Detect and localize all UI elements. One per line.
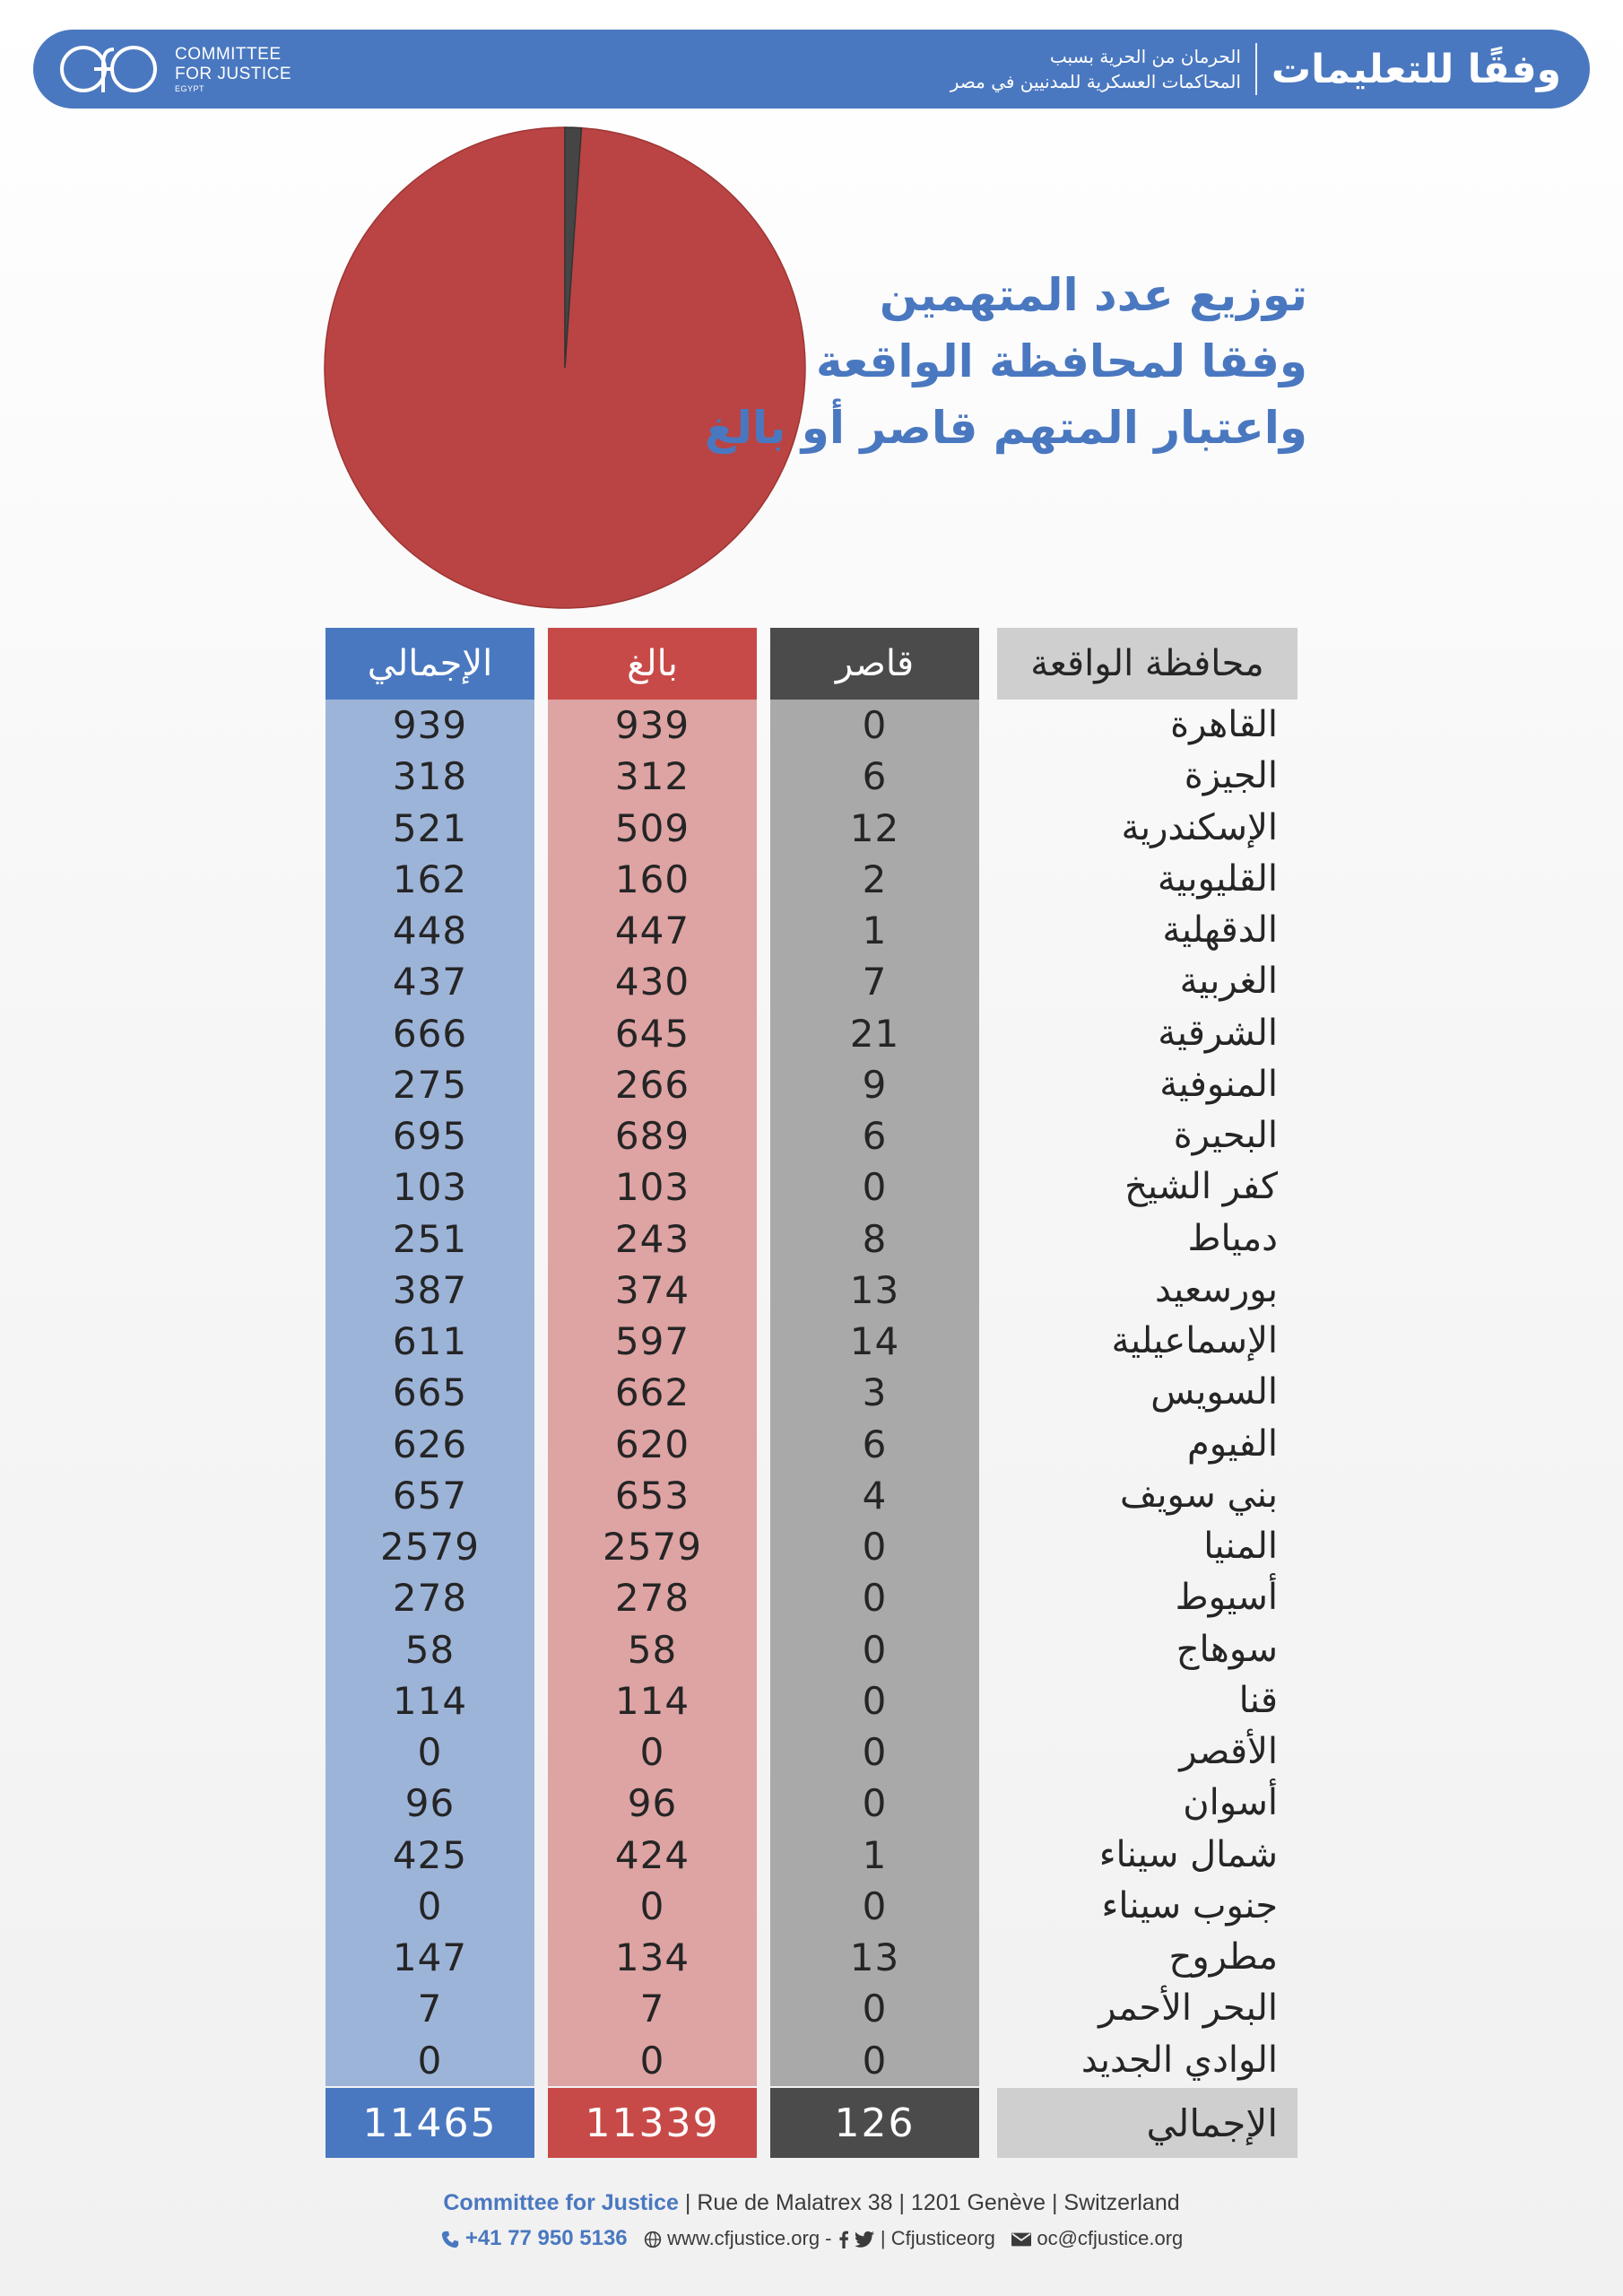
adult-cell: 266 [614,1062,690,1107]
total-cell: 96 [404,1781,456,1826]
adult-column [548,628,757,2158]
governorate-cell: شمال سيناء [1098,1833,1278,1875]
governorate-column-cells [997,700,1298,2086]
adult-cell: 58 [627,1627,678,1672]
logo-text [175,45,291,93]
governorate-cell: الإسماعيلية [1111,1320,1278,1361]
governorate-cell: جنوب سيناء [1101,1884,1278,1926]
governorate-cell: كفر الشيخ [1124,1166,1278,1208]
adult-cell: 2579 [603,1525,702,1569]
minor-cell: 13 [849,1935,900,1979]
governorate-cell: الشرقية [1158,1012,1278,1054]
governorate-cell: القليوبية [1157,857,1278,900]
adult-cell: 939 [614,703,690,747]
total-cell: 162 [392,857,468,901]
minor-cell: 0 [862,2038,888,2083]
total-cell: 448 [392,909,468,952]
minor-cell: 6 [862,754,888,799]
governorate-cell: الإسكندرية [1121,806,1278,848]
total-cell: 114 [392,1678,468,1723]
logo-line-3: EGYPT [175,84,205,93]
header-separator [1255,43,1257,95]
logo [58,42,291,96]
total-column [325,628,534,2158]
chart-title-line-2: وفقا لمحافظة الواقعة [816,335,1307,387]
minor-cell: 3 [862,1370,888,1415]
minor-cell: 21 [849,1011,900,1056]
total-cell: 275 [392,1062,468,1107]
minor-cell: 4 [862,1473,888,1518]
minor-cell: 14 [849,1319,900,1363]
adult-cell: 374 [614,1267,690,1312]
governorate-cell: بني سويف [1120,1474,1278,1516]
total-column-sum: 11465 [325,2088,534,2158]
total-cell: 0 [417,2038,443,2083]
governorate-total-label: الإجمالي [997,2088,1298,2158]
minor-cell: 0 [862,1627,888,1672]
governorate-cell: الجيزة [1184,755,1278,797]
adult-cell: 7 [639,1987,665,2031]
adult-column-cells [548,700,757,2086]
adult-cell: 114 [614,1678,690,1723]
adult-cell: 0 [639,2038,665,2083]
chart-title [705,262,1307,461]
governorate-column [997,628,1298,2158]
globe-icon [644,2231,662,2248]
phone-icon [440,2230,460,2249]
governorate-cell: الدقهلية [1162,909,1278,951]
mail-icon [1011,2232,1031,2247]
total-cell: 147 [392,1935,468,1979]
adult-cell: 597 [614,1319,690,1363]
facebook-icon[interactable] [838,2231,850,2248]
footer-address: | Rue de Malatrex 38 | 1201 Genève | Switzerland [684,2190,1180,2215]
footer-line-1 [0,2187,1623,2219]
adult-cell: 509 [614,805,690,850]
adult-cell: 160 [614,857,690,901]
governorate-cell: دمياط [1187,1217,1278,1259]
footer-social-handle[interactable]: | Cfjusticeorg [880,2227,995,2249]
header-titles [950,43,1561,95]
chart-title-line-3: واعتبار المتهم قاصر أو بالغ [704,402,1307,454]
total-cell: 665 [392,1370,468,1415]
adult-cell: 0 [639,1883,665,1928]
total-cell: 0 [417,1730,443,1774]
adult-cell: 0 [639,1730,665,1774]
header-subtitle-line-2: المحاكمات العسكرية للمدنيين في مصر [950,71,1241,92]
header-subtitle [950,44,1241,94]
adult-cell: 645 [614,1011,690,1056]
header-title: وفقًا للتعليمات [1271,46,1561,92]
minor-cell: 6 [862,1114,888,1158]
cfj-logo-icon [58,42,162,96]
governorate-cell: مطروح [1168,1936,1278,1978]
governorate-cell: الغربية [1179,961,1278,1003]
minor-cell: 2 [862,857,888,901]
governorate-cell: بورسعيد [1155,1268,1278,1310]
total-column-cells [325,700,534,2086]
governorate-cell: الأقصر [1179,1731,1278,1772]
footer-website[interactable]: www.cfjustice.org - [667,2227,832,2249]
logo-line-2: FOR JUSTICE [175,65,292,83]
footer [0,2187,1623,2255]
minor-cell: 6 [862,1422,888,1466]
adult-cell: 243 [614,1216,690,1261]
minor-cell: 0 [862,1883,888,1928]
governorate-cell: أسيوط [1175,1577,1278,1619]
governorate-cell: أسوان [1183,1782,1278,1824]
minor-column-header: قاصر [770,628,979,700]
header-subtitle-line-1: الحرمان من الحرية بسبب [1049,46,1241,67]
total-cell: 437 [392,960,468,1004]
total-cell: 425 [392,1832,468,1877]
total-cell: 58 [404,1627,456,1672]
total-cell: 251 [392,1216,468,1261]
minor-cell: 7 [862,960,888,1004]
minor-cell: 0 [862,1525,888,1569]
total-cell: 939 [392,703,468,747]
total-column-header: الإجمالي [325,628,534,700]
total-cell: 318 [392,754,468,799]
total-cell: 7 [417,1987,443,2031]
minor-cell: 0 [862,1730,888,1774]
adult-column-header: بالغ [548,628,757,700]
footer-phone[interactable]: +41 77 950 5136 [464,2226,628,2250]
adult-column-sum: 11339 [548,2088,757,2158]
adult-cell: 103 [614,1165,690,1210]
adult-cell: 134 [614,1935,690,1979]
governorate-cell: المنيا [1203,1526,1278,1567]
minor-cell: 8 [862,1216,888,1261]
minor-cell: 13 [849,1267,900,1312]
minor-cell: 0 [862,1678,888,1723]
governorate-cell: المنوفية [1159,1063,1278,1105]
adult-cell: 96 [627,1781,678,1826]
governorate-cell: الفيوم [1186,1422,1278,1465]
adult-cell: 447 [614,909,690,952]
minor-cell: 1 [862,1832,888,1877]
adult-cell: 312 [614,754,690,799]
footer-line-2 [0,2222,1623,2255]
logo-line-1: COMMITTEE [175,45,282,64]
minor-cell: 1 [862,909,888,952]
minor-cell: 9 [862,1062,888,1107]
minor-cell: 0 [862,703,888,747]
total-cell: 0 [417,1883,443,1928]
adult-cell: 430 [614,960,690,1004]
total-cell: 695 [392,1114,468,1158]
governorate-column-header: محافظة الواقعة [997,628,1298,700]
governorate-cell: البحر الأحمر [1098,1987,1278,2030]
minor-cell: 0 [862,1165,888,1210]
governorate-cell: قنا [1238,1679,1278,1721]
total-cell: 626 [392,1422,468,1466]
minor-column [770,628,979,2158]
adult-cell: 689 [614,1114,690,1158]
header-bar [33,30,1590,109]
total-cell: 666 [392,1011,468,1056]
total-cell: 2579 [380,1525,480,1569]
total-cell: 611 [392,1319,468,1363]
chart-title-line-1: توزيع عدد المتهمين [879,269,1307,321]
minor-cell: 12 [849,805,900,850]
minor-cell: 0 [862,1781,888,1826]
total-cell: 103 [392,1165,468,1210]
governorate-cell: البحيرة [1173,1115,1278,1156]
twitter-icon[interactable] [855,2231,875,2248]
adult-cell: 653 [614,1473,690,1518]
minor-cell: 0 [862,1576,888,1621]
governorate-cell: الوادي الجديد [1081,2039,1278,2081]
total-cell: 387 [392,1267,468,1312]
minor-column-cells [770,700,979,2086]
total-cell: 278 [392,1576,468,1621]
minor-column-sum: 126 [770,2088,979,2158]
adult-cell: 278 [614,1576,690,1621]
adult-cell: 424 [614,1832,690,1877]
governorate-cell: سوهاج [1176,1628,1278,1670]
total-cell: 657 [392,1473,468,1518]
footer-org-name[interactable]: Committee for Justice [443,2190,679,2215]
total-cell: 521 [392,805,468,850]
governorate-cell: القاهرة [1170,704,1278,745]
minor-cell: 0 [862,1987,888,2031]
adult-cell: 620 [614,1422,690,1466]
footer-email[interactable]: oc@cfjustice.org [1037,2227,1184,2249]
governorate-cell: السويس [1150,1371,1278,1413]
adult-cell: 662 [614,1370,690,1415]
